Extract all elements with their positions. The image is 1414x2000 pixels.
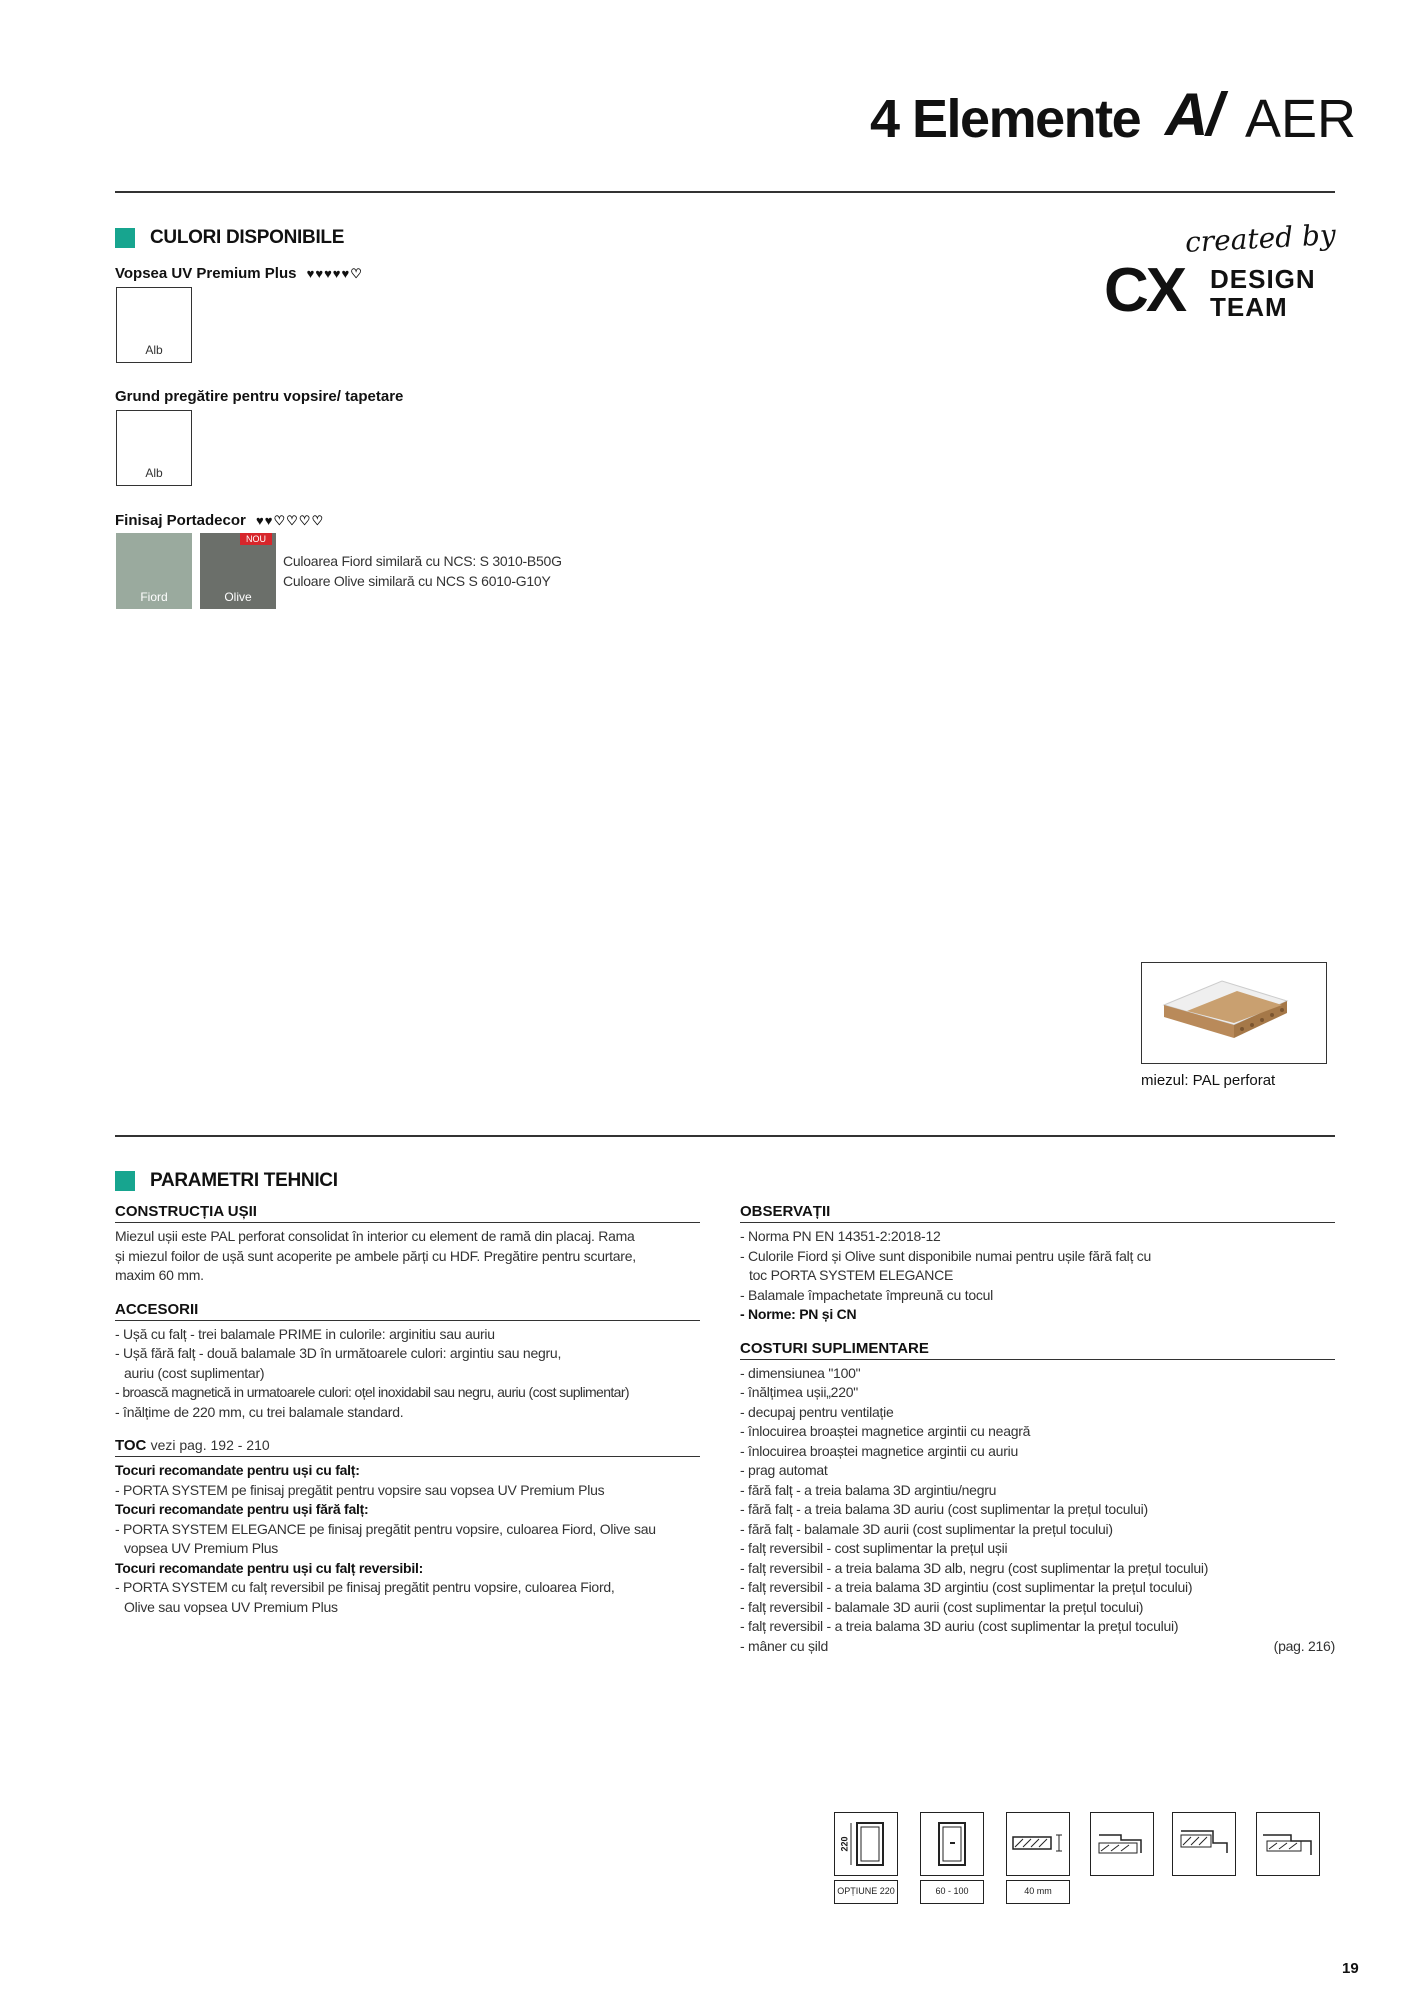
brand-letter: A/	[1165, 81, 1221, 148]
section-marker	[115, 228, 135, 248]
logo-cx: CX	[1104, 256, 1185, 325]
params-divider	[115, 1135, 1335, 1137]
page-number: 19	[1342, 1960, 1359, 1977]
swatch-alb-vopsea: Alb	[116, 287, 192, 363]
reversible-profile-icon	[1256, 1812, 1320, 1876]
swatch-olive: NOU Olive	[200, 533, 276, 609]
list-item: - falț reversibil - cost suplimentar la prețul ușii	[740, 1540, 1008, 1556]
section-marker	[115, 1171, 135, 1191]
list-item: - falț reversibil - a treia balama 3D argintiu (cost suplimentar la prețul tocului)	[740, 1579, 1193, 1595]
door-width-icon	[920, 1812, 984, 1876]
portadecor-label: Finisaj Portadecor ♥♥♡♡♡♡	[115, 512, 325, 529]
right-column	[740, 1203, 1335, 1656]
logo-design: DESIGN	[1210, 264, 1316, 294]
designer-logo	[1100, 218, 1340, 325]
list-item: - prag automat	[740, 1462, 828, 1478]
door-thickness-icon	[1006, 1812, 1070, 1876]
section-title-colors: CULORI DISPONIBILE	[150, 227, 345, 248]
list-item: - falț reversibil - a treia balama 3D auriu (cost suplimentar la prețul tocului)	[740, 1618, 1179, 1634]
width-range-caption: 60 - 100	[920, 1880, 984, 1904]
logo-team: TEAM	[1210, 292, 1288, 322]
accessories-list: - Ușă cu falț - trei balamale PRIME in culorile: arginitiu sau auriu - Ușă fără falț - două balamale 3D în următoarele culori: argintiu sau negru, auriu (cost suplimentar) - broască magnetică in urmatoarele culori: oțel inoxidabil sau negru, auriu (cost suplimentar) - înălțime de 220 mm, cu trei balamale standard.	[115, 1325, 629, 1420]
core-image-frame	[1141, 962, 1327, 1064]
frame-title: TOC vezi pag. 192 - 210	[115, 1437, 700, 1457]
vopsea-label: Vopsea UV Premium Plus ♥♥♥♥♥♡	[115, 265, 363, 282]
left-column	[115, 1203, 700, 1617]
list-item: - fără falț - a treia balama 3D auriu (cost suplimentar la prețul tocului)	[740, 1501, 1148, 1517]
ncs-notes: Culoarea Fiord similară cu NCS: S 3010-B50G Culoare Olive similară cu NCS S 6010-G10Y	[283, 553, 562, 589]
list-item: - mâner cu șild (pag. 216)	[740, 1637, 1335, 1657]
new-badge: NOU	[240, 533, 272, 545]
extra-costs-list	[740, 1364, 1335, 1657]
brand-name: AER	[1245, 89, 1357, 149]
rating-icons: ♥♥♡♡♡♡	[256, 513, 325, 528]
frame-recommendations: Tocuri recomandate pentru uși cu falț: - PORTA SYSTEM pe finisaj pregătit pentru vopsire sau vopsea UV Premium Plus Tocuri recomandate pentru uși fără falț: - PORTA SYSTEM ELEGANCE pe finisaj pregătit pentru vopsire, culoarea Fiord, Olive sau vopsea UV Premium Plus Tocuri recomandate pentru uși cu falț reversibil: - PORTA SYSTEM cu falț reversibil pe finisaj pregătit pentru vopsire, culoarea Fiord, Olive sau vopsea UV Premium Plus	[115, 1462, 656, 1615]
section-title-params: PARAMETRI TEHNICI	[150, 1170, 338, 1191]
logo-script: created by	[1184, 218, 1337, 259]
door-height-icon: 220	[834, 1812, 898, 1876]
construction-text: Miezul ușii este PAL perforat consolidat în interior cu element de ramă din placaj. Rama și miezul foilor de ușă sunt acoperite pe ambele părți cu HDF. Pregătire pentru scurtare, maxim 60 mm.	[115, 1228, 636, 1283]
swatch-alb-grund: Alb	[116, 410, 192, 486]
list-item: - fără falț - balamale 3D aurii (cost suplimentar la prețul tocului)	[740, 1520, 1113, 1537]
flush-profile-icon	[1172, 1812, 1236, 1876]
list-item: - înlocuirea broaștei magnetice argintii cu neagră	[740, 1423, 1031, 1439]
swatch-fiord: Fiord	[116, 533, 192, 609]
observations-title: OBSERVAȚII	[740, 1203, 1335, 1223]
thickness-caption: 40 mm	[1006, 1880, 1070, 1904]
accessories-title: ACCESORII	[115, 1301, 700, 1321]
observations-list: - Norma PN EN 14351-2:2018-12 - Culorile Fiord și Olive sunt disponibile numai pentru ușile fără falț cu toc PORTA SYSTEM ELEGANCE - Balamale împachetate împreună cu tocul - Norme: PN și CN	[740, 1228, 1152, 1322]
page-reference: (pag. 216)	[1273, 1637, 1335, 1654]
list-item: - falț reversibil - balamale 3D aurii (cost suplimentar la prețul tocului)	[740, 1598, 1144, 1615]
list-item: - dimensiunea "100"	[740, 1364, 861, 1381]
list-item: - fără falț - a treia balama 3D argintiu/negru	[740, 1481, 997, 1498]
core-caption: miezul: PAL perforat	[1141, 1072, 1276, 1089]
rebate-profile-icon	[1090, 1812, 1154, 1876]
list-item: - falț reversibil - a treia balama 3D alb, negru (cost suplimentar la prețul tocului)	[740, 1559, 1209, 1576]
header-divider	[115, 191, 1335, 193]
rating-icons: ♥♥♥♥♥♡	[306, 266, 363, 281]
extra-costs-title: COSTURI SUPLIMENTARE	[740, 1340, 1335, 1360]
list-item: - decupaj pentru ventilație	[740, 1403, 894, 1420]
option-220-caption: OPȚIUNE 220	[834, 1880, 898, 1904]
construction-title: CONSTRUCȚIA UȘII	[115, 1203, 700, 1223]
list-item: - înlocuirea broaștei magnetice argintii cu auriu	[740, 1442, 1019, 1459]
page-title: 4 Elemente	[870, 89, 1141, 149]
grund-label: Grund pregătire pentru vopsire/ tapetare	[115, 388, 404, 405]
list-item: - înălțimea ușii„220"	[740, 1384, 858, 1400]
core-board-icon	[1142, 963, 1325, 1062]
